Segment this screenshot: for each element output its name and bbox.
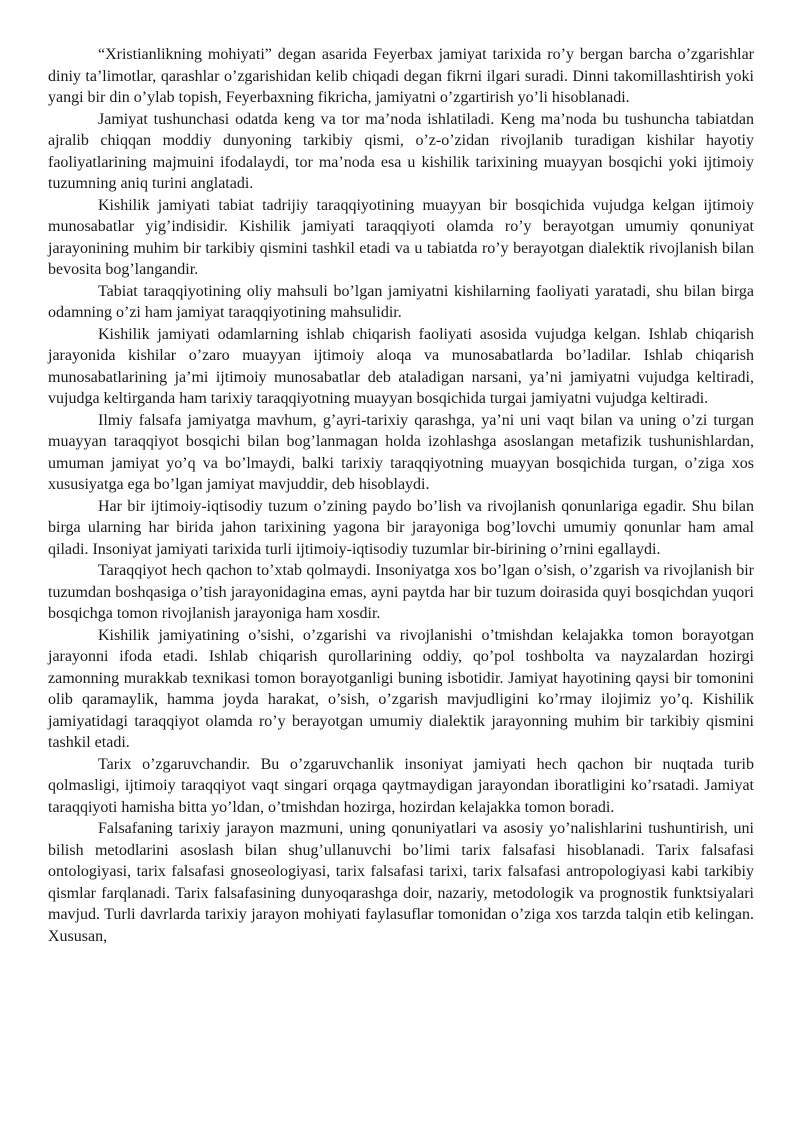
paragraph-tarix-ozgaruvchan: Tarix o’zgaruvchandir. Bu o’zgaruvchanlik insoniyat jamiyati hech qachon bir nuqtada turib qolmasligi, ijtimoiy taraqqiyot vaqt singari orqaga qaytmaydigan jarayondan iboratligini ko’rsatadi. Jamiyat taraqqiyoti hamisha bitta yo’ldan, o’tmishdan hozirga, hozirdan kelajakka tomon boradi. bbox=[48, 755, 754, 816]
paragraph-jamiyat-tushunchasi: Jamiyat tushunchasi odatda keng va tor ma’noda ishlatiladi. Keng ma’noda bu tushuncha tabiatdan ajralib chiqqan moddiy dunyoning tarkibiy qismi, o’z-o’zidan rivojlanib turadigan kishilar hayotiy faoliyatlarining majmuini ifodalaydi, tor ma’noda esa u kishilik tarixining muayyan bosqichi yoki ijtimoiy tuzumning aniq turini anglatadi. bbox=[48, 110, 754, 192]
paragraph-ishlab-chiqarish: Kishilik jamiyati odamlarning ishlab chiqarish faoliyati asosida vujudga kelgan. Ishlab chiqarish jarayonida kishilar o’zaro muayyan ijtimoiy aloqa va munosabatlarda bo’ladilar. Ishlab chiqarish munosabatlarining ja’mi ijtimoiy munosabatlar deb ataladigan narsani, ya’ni jamiyatni vujudga keltiradi, vujudga keltirganda ham tarixiy taraqqiyotning muayyan bosqichida turgai jamiyatni vujudga keltiradi. bbox=[48, 325, 754, 407]
paragraph-ijtimoiy-tuzum: Har bir ijtimoiy-iqtisodiy tuzum o’zining paydo bo’lish va rivojlanish qonunlariga egadir. Shu bilan birga ularning har birida jahon tarixining yagona bir jarayoniga bog’lovchi umumiy qonunlar ham amal qiladi. Insoniyat jamiyati tarixida turli ijtimoiy-iqtisodiy tuzumlar bir-birining o’rnini egallaydi. bbox=[48, 497, 754, 558]
paragraph-tarix-falsafasi: Falsafaning tarixiy jarayon mazmuni, uning qonuniyatlari va asosiy yo’nalishlarini tushuntirish, uni bilish metodlarini asoslash bilan shug’ullanuvchi bo’limi tarix falsafasi hisoblanadi. Tarix falsafasi ontologiyasi, tarix falsafasi gnoseologiyasi, tarix falsafasi tarixi, tarix falsafasi antropologiyasi kabi tarkibiy qismlar farqlanadi. Tarix falsafasining dunyoqarashga doir, nazariy, metodologik va prognostik funktsiyalari mavjud. Turli davrlarda tarixiy jarayon mohiyati faylasuflar tomonidan o’ziga xos tarzda talqin etib kelingan. Xususan, bbox=[48, 820, 754, 945]
paragraph-tabiat-taraqqiyoti: Tabiat taraqqiyotining oliy mahsuli bo’lgan jamiyatni kishilarning faoliyati yaratadi, shu bilan birga odamning o’zi ham jamiyat taraqqiyotining mahsulidir. bbox=[48, 282, 754, 321]
paragraph-kishilik-jamiyati: Kishilik jamiyati tabiat tadrijiy taraqqiyotining muayyan bir bosqichida vujudga kelgan ijtimoiy munosabatlar yig’indisidir. Kishilik jamiyati taraqqiyoti olamda ro’y berayotgan umumiy qonuniyat jarayonining muhim bir tarkibiy qismini tashkil etadi va u tabiatda ro’y berayotgan dialektik rivojlanish bilan bevosita bog’langandir. bbox=[48, 196, 754, 278]
paragraph-taraqqiyot: Taraqqiyot hech qachon to’xtab qolmaydi. Insoniyatga xos bo’lgan o’sish, o’zgarish va rivojlanish bir tuzumdan boshqasiga o’tish jarayonidagina emas, ayni paytda har bir tuzum doirasida quyi bosqichdan yuqori bosqichga tomon rivojlanish jarayoniga ham xosdir. bbox=[48, 562, 754, 622]
document-page bbox=[48, 44, 754, 947]
paragraph-jamiyat-rivojlanishi: Kishilik jamiyatining o’sishi, o’zgarishi va rivojlanishi o’tmishdan kelajakka tomon borayotgan jarayonni ifoda etadi. Ishlab chiqarish qurollarining oddiy, qo’pol toshbolta va nayzalardan hozirgi zamonning murakkab texnikasi tomon borayotganligi buning isbotidir. Jamiyat hayotining qaysi bir tomonini olib qaramaylik, hamma joyda harakat, o’sish, o’zgarish mavjudligini ko’rmay ilojimiz yo’q. Kishilik jamiyatidagi taraqqiyot olamda ro’y berayotgan umumiy dialektik jarayonning muhim bir tarkibiy qismini tashkil etadi. bbox=[48, 626, 754, 751]
paragraph-feyerbax: “Xristianlikning mohiyati” degan asarida Feyerbax jamiyat tarixida ro’y bergan barcha o’zgarishlar diniy ta’limotlar, qarashlar o’zgarishidan kelib chiqadi degan fikrni ilgari suradi. Dinni takomillashtirish yoki yangi bir din o’ylab topish, Feyerbaxning fikricha, jamiyatni o’zgartirish yo’li hisoblanadi. bbox=[48, 46, 754, 106]
paragraph-ilmiy-falsafa: Ilmiy falsafa jamiyatga mavhum, g’ayri-tarixiy qarashga, ya’ni uni vaqt bilan va uning o’zi turgan muayyan taraqqiyot bosqichi bilan bog’lanmagan holda izohlashga asoslangan metafizik tushunishlardan, umuman jamiyat yo’q va bo’lmaydi, balki tarixiy taraqqiyotning muayyan bosqichida turgan, o’ziga xos xususiyatga ega bo’lgan jamiyat mavjuddir, deb hisoblaydi. bbox=[48, 411, 754, 493]
